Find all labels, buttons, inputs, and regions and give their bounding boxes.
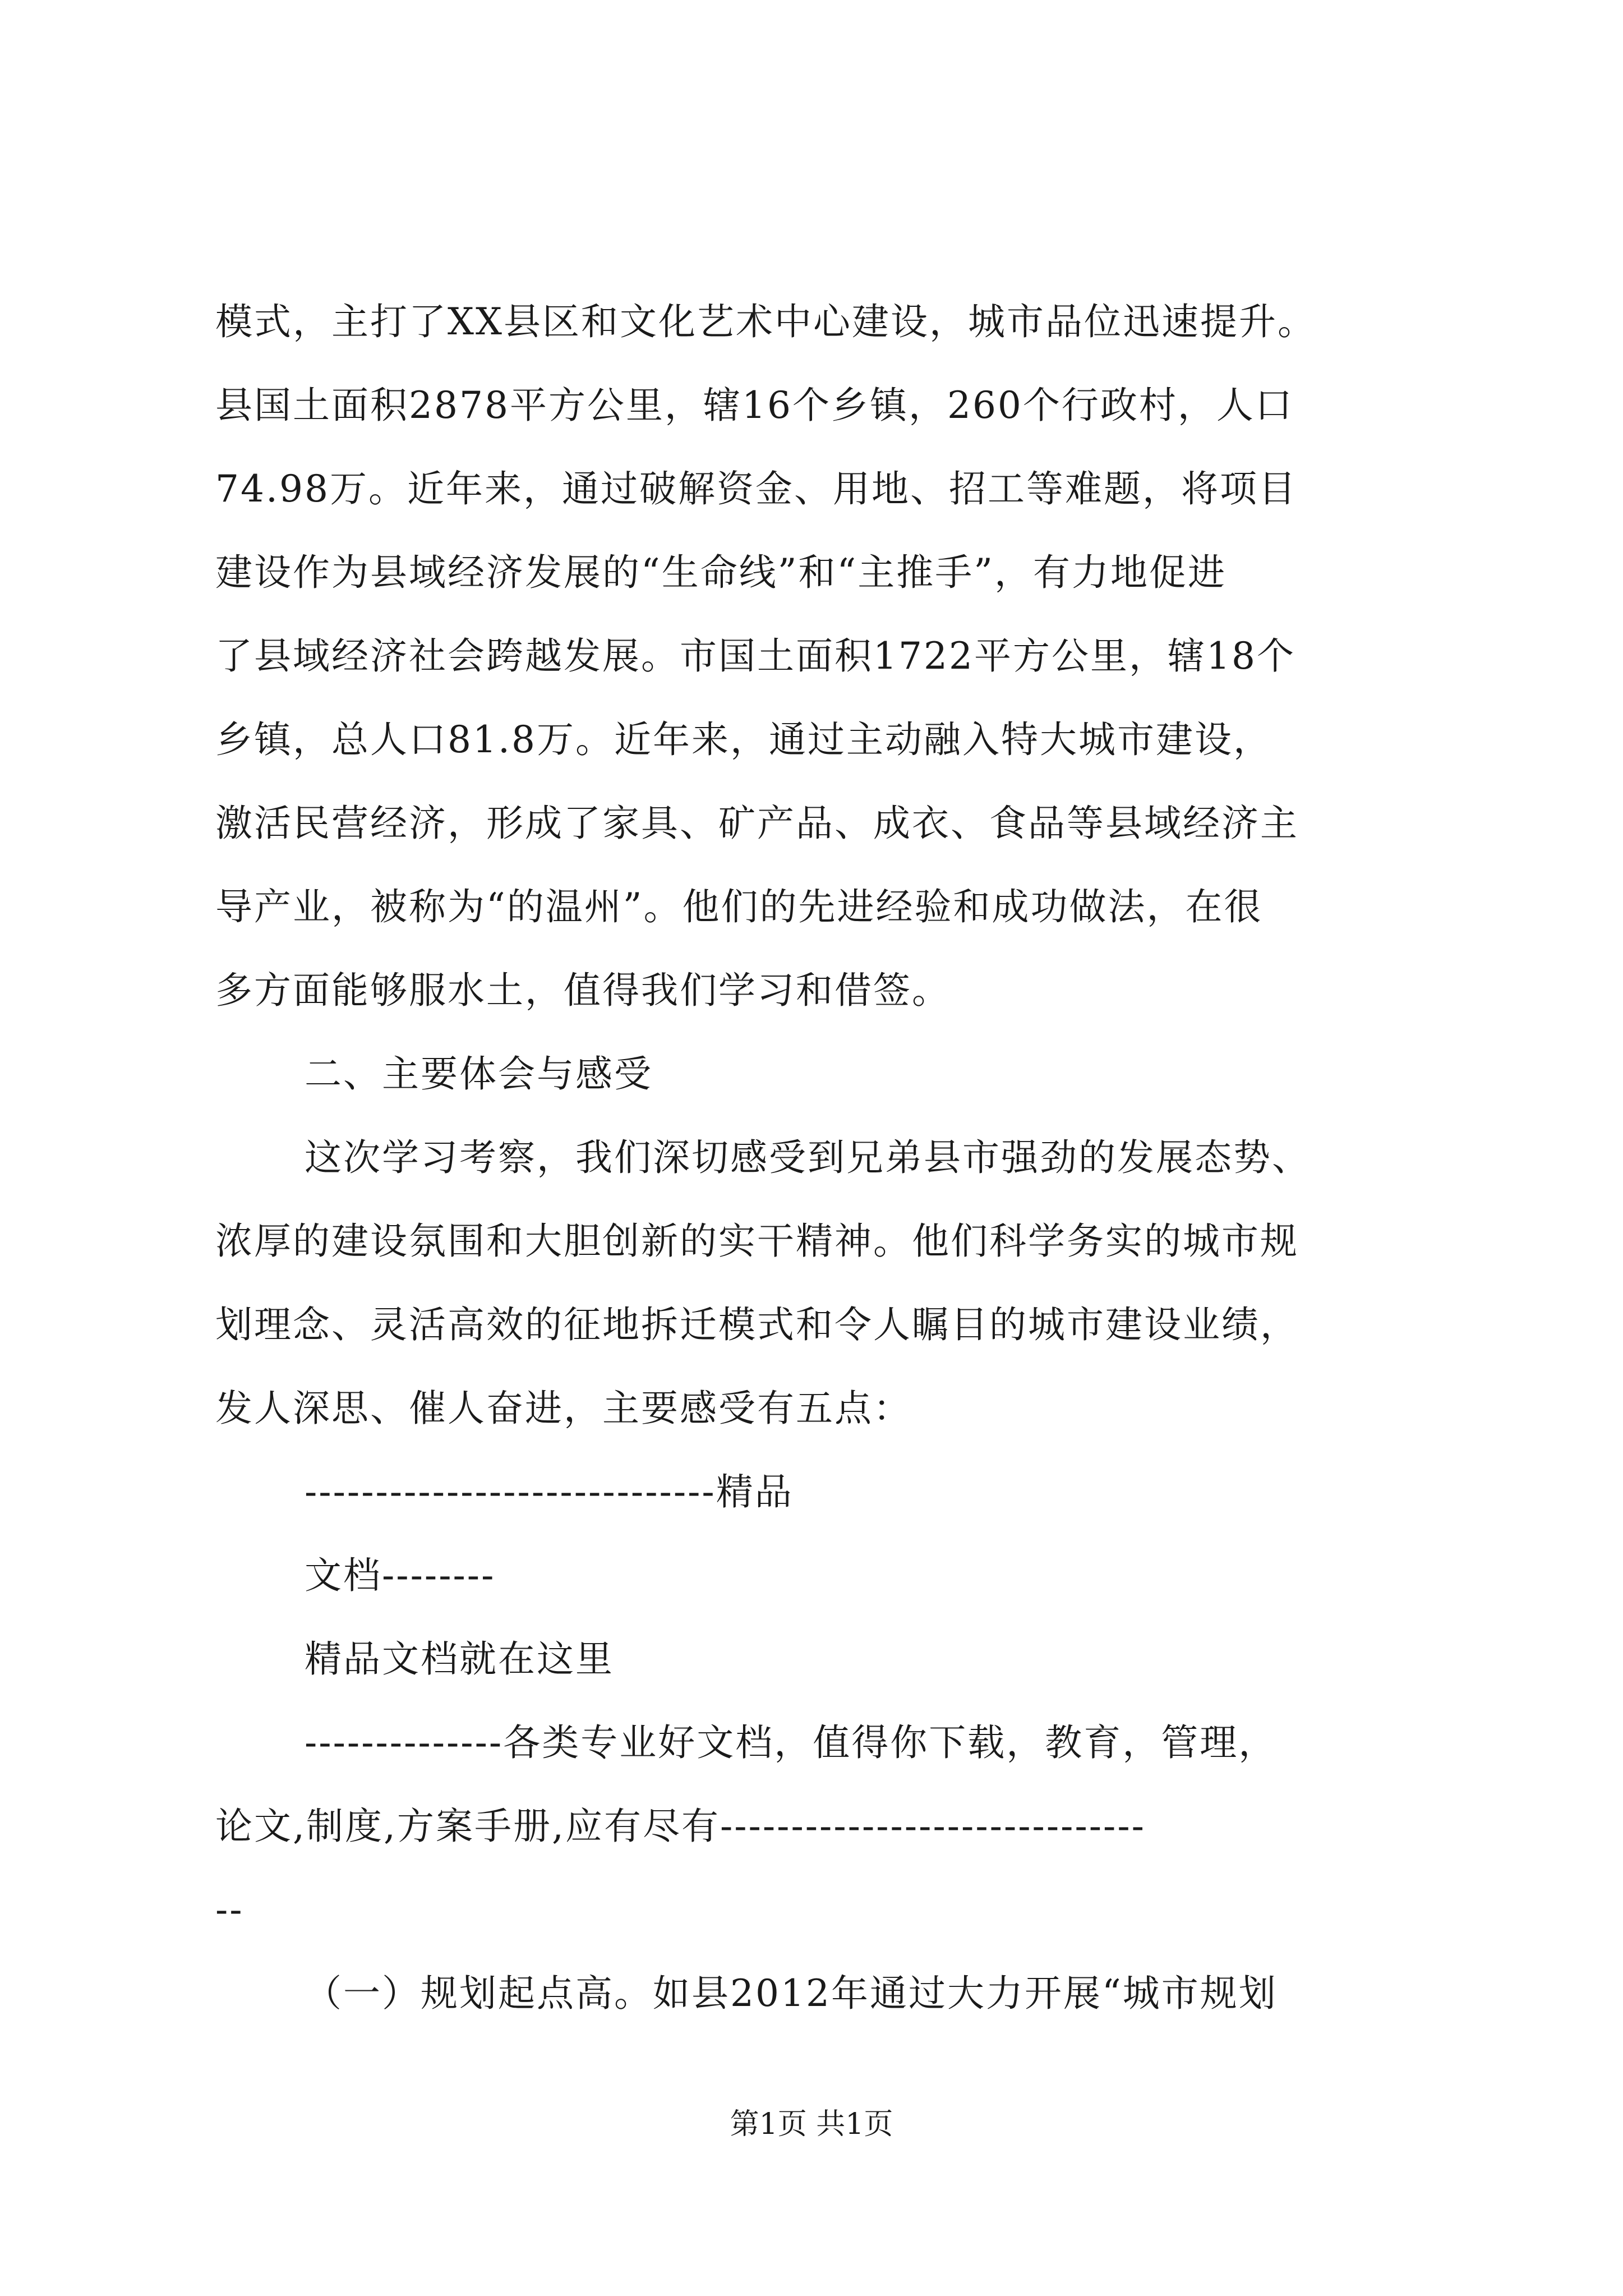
page-number-footer: 第1页 共1页 [730, 2108, 893, 2141]
text-line-19: 论文,制度,方案手册,应有尽有------------------------------ [215, 1805, 1146, 1848]
text-line-17: 精品文档就在这里 [305, 1637, 614, 1681]
text-line-16: 文档-------- [305, 1554, 496, 1597]
text-line-4: 建设作为县域经济发展的“生命线”和“主推手”，有力地促进 [215, 551, 1227, 594]
text-line-2: 县国土面积2878平方公里，辖16个乡镇，260个行政村，人口 [215, 384, 1294, 427]
text-line-13: 划理念、灵活高效的征地拆迁模式和令人瞩目的城市建设业绩， [215, 1303, 1299, 1346]
text-line-15: -----------------------------精品 [305, 1470, 794, 1513]
text-line-9: 多方面能够服水土，值得我们学习和借签。 [215, 969, 951, 1012]
text-line-18: --------------各类专业好文档，值得你下载，教育，管理， [305, 1721, 1278, 1764]
text-line-7: 激活民营经济，形成了家具、矿产品、成衣、食品等县域经济主 [215, 802, 1299, 845]
text-line-8: 导产业，被称为“的温州”。他们的先进经验和成功做法，在很 [215, 885, 1263, 928]
text-line-21: （一）规划起点高。如县2012年通过大力开展“城市规划 [305, 1972, 1278, 2015]
text-line-11: 这次学习考察，我们深切感受到兄弟县市强劲的发展态势、 [305, 1136, 1311, 1179]
text-line-1: 模式，主打了XX县区和文化艺术中心建设，城市品位迅速提升。 [215, 300, 1316, 343]
text-line-5: 了县域经济社会跨越发展。市国土面积1722平方公里，辖18个 [215, 634, 1295, 678]
text-line-20: -- [215, 1888, 244, 1931]
text-line-6: 乡镇，总人口81.8万。近年来，通过主动融入特大城市建设， [215, 718, 1272, 761]
text-line-12: 浓厚的建设氛围和大胆创新的实干精神。他们科学务实的城市规 [215, 1220, 1299, 1263]
text-line-14: 发人深思、催人奋进，主要感受有五点： [215, 1387, 912, 1430]
section-heading: 二、主要体会与感受 [305, 1052, 653, 1096]
text-line-3: 74.98万。近年来，通过破解资金、用地、招工等难题，将项目 [215, 467, 1297, 510]
